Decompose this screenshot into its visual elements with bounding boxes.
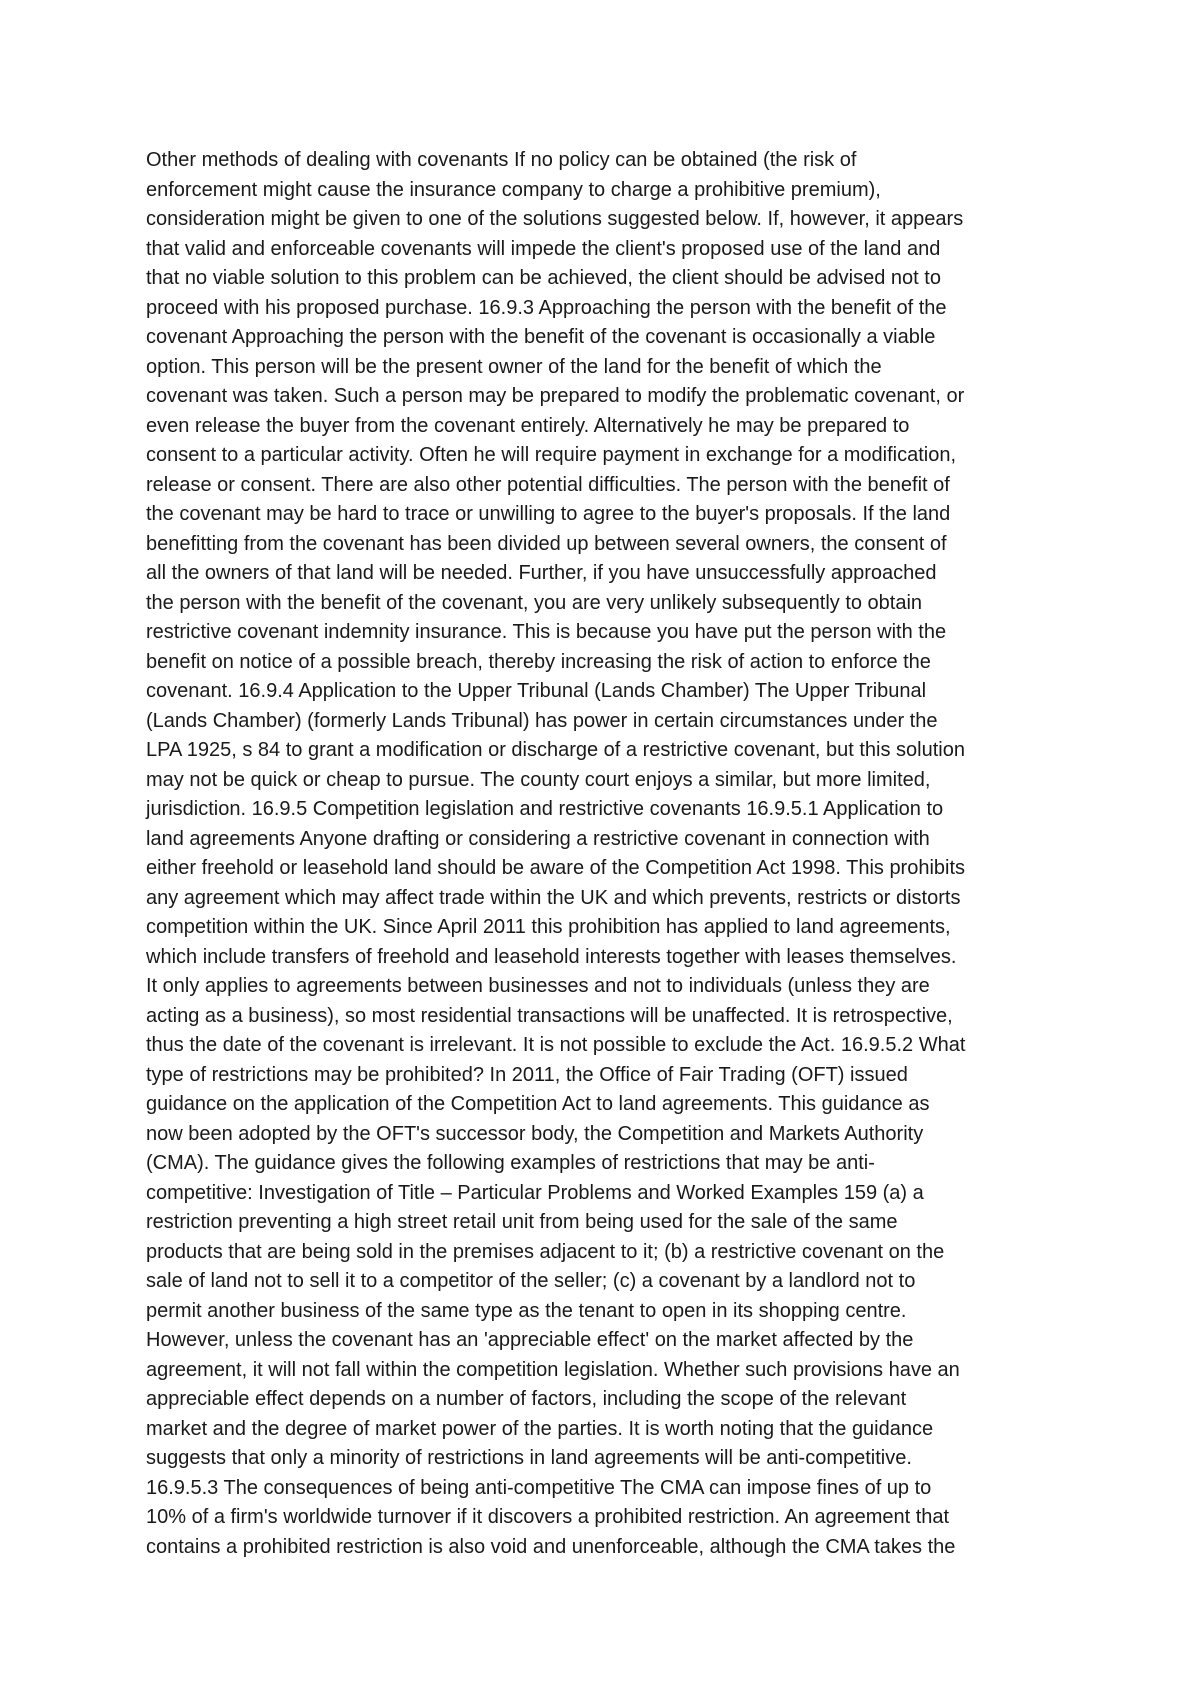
text-line: release or consent. There are also other potential difficulties. The person with the benefit of bbox=[146, 473, 950, 496]
text-line: It only applies to agreements between businesses and not to individuals (unless they are bbox=[146, 975, 930, 997]
text-line: However, unless the covenant has an 'appreciable effect' on the market affected by the bbox=[146, 1329, 914, 1351]
text-line: may not be quick or cheap to pursue. The county court enjoys a similar, but more limited, bbox=[146, 768, 931, 791]
text-line: enforcement might cause the insurance company to charge a prohibitive premium), bbox=[146, 178, 881, 201]
text-line: suggests that only a minority of restrictions in land agreements will be anti-competitive. bbox=[146, 1447, 912, 1469]
text-line: the person with the benefit of the covenant, you are very unlikely subsequently to obtain bbox=[146, 591, 923, 614]
text-line: benefit on notice of a possible breach, thereby increasing the risk of action to enforce the bbox=[146, 650, 931, 673]
text-line: thus the date of the covenant is irrelevant. It is not possible to exclude the Act. 16.9.5.2 What bbox=[146, 1034, 966, 1056]
text-line: type of restrictions may be prohibited? In 2011, the Office of Fair Trading (OFT) issued bbox=[146, 1063, 908, 1086]
body-text bbox=[146, 146, 1076, 1562]
text-line: restriction preventing a high street retail unit from being used for the sale of the same bbox=[146, 1211, 898, 1233]
text-line: covenant was taken. Such a person may be prepared to modify the problematic covenant, or bbox=[146, 385, 965, 407]
text-line: guidance on the application of the Competition Act to land agreements. This guidance as bbox=[146, 1093, 930, 1115]
text-line: which include transfers of freehold and leasehold interests together with leases themselves. bbox=[146, 945, 957, 968]
text-line: either freehold or leasehold land should be aware of the Competition Act 1998. This prohibits bbox=[146, 857, 966, 879]
text-line: competitive: Investigation of Title – Particular Problems and Worked Examples 159 (a) a bbox=[146, 1181, 924, 1204]
text-line: consent to a particular activity. Often he will require payment in exchange for a modification, bbox=[146, 444, 957, 466]
text-line: (Lands Chamber) (formerly Lands Tribunal) has power in certain circumstances under the bbox=[146, 709, 938, 732]
text-line: LPA 1925, s 84 to grant a modification or discharge of a restrictive covenant, but this solution bbox=[146, 739, 965, 761]
text-line: any agreement which may affect trade within the UK and which prevents, restricts or distorts bbox=[146, 886, 961, 909]
text-line: the covenant may be hard to trace or unwilling to agree to the buyer's proposals. If the land bbox=[146, 503, 951, 525]
text-line: products that are being sold in the premises adjacent to it; (b) a restrictive covenant on the bbox=[146, 1240, 945, 1263]
text-line: (CMA). The guidance gives the following examples of restrictions that may be anti- bbox=[146, 1152, 875, 1174]
text-line: appreciable effect depends on a number of factors, including the scope of the relevant bbox=[146, 1388, 907, 1410]
text-line: restrictive covenant indemnity insurance. This is because you have put the person with the bbox=[146, 621, 947, 643]
text-line: option. This person will be the present owner of the land for the benefit of which the bbox=[146, 355, 882, 378]
text-line: consideration might be given to one of the solutions suggested below. If, however, it appears bbox=[146, 208, 964, 230]
text-line: that no viable solution to this problem can be achieved, the client should be advised not to bbox=[146, 267, 941, 289]
text-line: all the owners of that land will be needed. Further, if you have unsuccessfully approached bbox=[146, 562, 937, 584]
text-line: covenant. 16.9.4 Application to the Upper Tribunal (Lands Chamber) The Upper Tribunal bbox=[146, 680, 927, 702]
text-line: jurisdiction. 16.9.5 Competition legislation and restrictive covenants 16.9.5.1 Application to bbox=[146, 798, 944, 820]
text-line: benefitting from the covenant has been divided up between several owners, the consent of bbox=[146, 532, 947, 555]
text-line: contains a prohibited restriction is also void and unenforceable, although the CMA takes the bbox=[146, 1535, 956, 1558]
text-line: Other methods of dealing with covenants If no policy can be obtained (the risk of bbox=[146, 149, 857, 171]
text-line: market and the degree of market power of the parties. It is worth noting that the guidance bbox=[146, 1417, 934, 1440]
text-line: even release the buyer from the covenant entirely. Alternatively he may be prepared to bbox=[146, 414, 910, 437]
text-line: sale of land not to sell it to a competitor of the seller; (c) a covenant by a landlord not to bbox=[146, 1270, 916, 1292]
text-line: 10% of a firm's worldwide turnover if it discovers a prohibited restriction. An agreement that bbox=[146, 1506, 950, 1528]
text-line: covenant Approaching the person with the benefit of the covenant is occasionally a viable bbox=[146, 326, 936, 348]
text-line: permit another business of the same type as the tenant to open in its shopping centre. bbox=[146, 1299, 907, 1322]
text-line: agreement, it will not fall within the competition legislation. Whether such provisions have an bbox=[146, 1358, 960, 1381]
text-line: that valid and enforceable covenants will impede the client's proposed use of the land and bbox=[146, 237, 941, 260]
text-line: land agreements Anyone drafting or considering a restrictive covenant in connection with bbox=[146, 827, 930, 850]
text-line: acting as a business), so most residential transactions will be unaffected. It is retrospective, bbox=[146, 1004, 953, 1027]
text-line: now been adopted by the OFT's successor body, the Competition and Markets Authority bbox=[146, 1122, 924, 1145]
text-line: proceed with his proposed purchase. 16.9.3 Approaching the person with the benefit of the bbox=[146, 296, 947, 319]
text-line: competition within the UK. Since April 2011 this prohibition has applied to land agreements, bbox=[146, 916, 951, 938]
text-line: 16.9.5.3 The consequences of being anti-competitive The CMA can impose fines of up to bbox=[146, 1476, 932, 1499]
